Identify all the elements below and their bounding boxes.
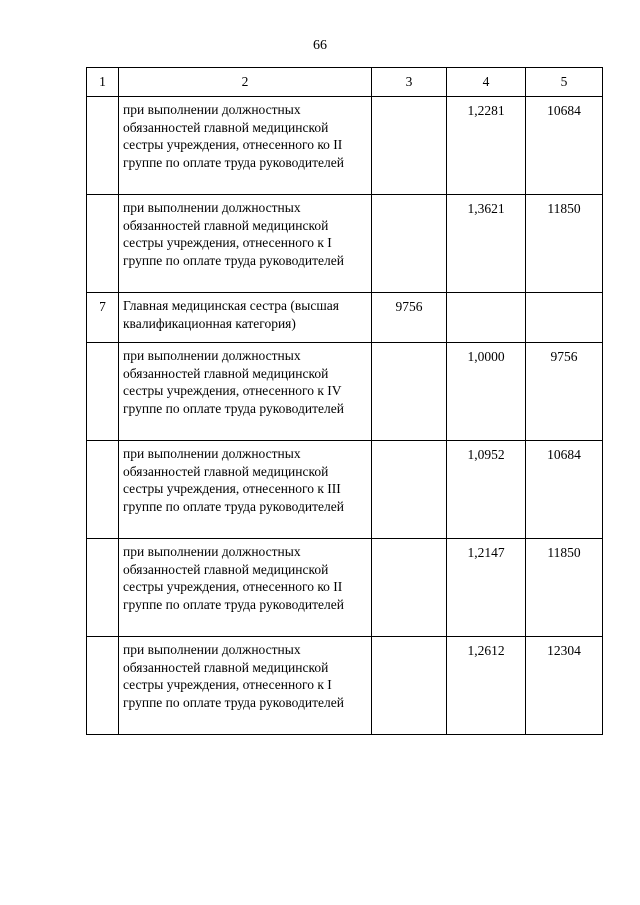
row-description: при выполнении должностных обязанностей главной медицинской сестры учреждения, отнесенного к I группе по оплате труда руководителей — [119, 637, 372, 735]
row-number — [87, 539, 119, 637]
row-number — [87, 637, 119, 735]
row-description: Главная медицинская сестра (высшая квалификационная категория) — [119, 293, 372, 343]
row-number: 7 — [87, 293, 119, 343]
row-coefficient: 1,2147 — [447, 539, 526, 637]
row-base-salary — [372, 637, 447, 735]
table-row — [87, 97, 603, 195]
table-row — [87, 441, 603, 539]
row-salary: 11850 — [526, 195, 603, 293]
table-row — [87, 637, 603, 735]
row-base-salary — [372, 97, 447, 195]
column-header-4: 4 — [447, 68, 526, 97]
row-description: при выполнении должностных обязанностей главной медицинской сестры учреждения, отнесенного к IV группе по оплате труда руководителей — [119, 343, 372, 441]
row-description: при выполнении должностных обязанностей главной медицинской сестры учреждения, отнесенного к III группе по оплате труда руководителей — [119, 441, 372, 539]
row-coefficient: 1,0000 — [447, 343, 526, 441]
row-coefficient — [447, 293, 526, 343]
row-base-salary — [372, 441, 447, 539]
page-number: 66 — [313, 38, 327, 53]
column-header-3: 3 — [372, 68, 447, 97]
column-header-5: 5 — [526, 68, 603, 97]
row-number — [87, 343, 119, 441]
row-salary — [526, 293, 603, 343]
table-row — [87, 343, 603, 441]
row-salary: 12304 — [526, 637, 603, 735]
table-row — [87, 195, 603, 293]
row-base-salary — [372, 539, 447, 637]
row-salary: 10684 — [526, 97, 603, 195]
row-coefficient: 1,2612 — [447, 637, 526, 735]
row-coefficient: 1,0952 — [447, 441, 526, 539]
column-header-2: 2 — [119, 68, 372, 97]
row-salary: 9756 — [526, 343, 603, 441]
table-row — [87, 293, 603, 343]
row-number — [87, 441, 119, 539]
row-description: при выполнении должностных обязанностей главной медицинской сестры учреждения, отнесенного ко II группе по оплате труда руководителей — [119, 97, 372, 195]
row-coefficient: 1,2281 — [447, 97, 526, 195]
row-description: при выполнении должностных обязанностей главной медицинской сестры учреждения, отнесенного ко II группе по оплате труда руководителей — [119, 539, 372, 637]
table-row — [87, 539, 603, 637]
row-number — [87, 195, 119, 293]
row-number — [87, 97, 119, 195]
row-salary: 11850 — [526, 539, 603, 637]
row-description: при выполнении должностных обязанностей главной медицинской сестры учреждения, отнесенного к I группе по оплате труда руководителей — [119, 195, 372, 293]
row-coefficient: 1,3621 — [447, 195, 526, 293]
row-base-salary — [372, 343, 447, 441]
table-header-row — [87, 68, 603, 97]
row-salary: 10684 — [526, 441, 603, 539]
row-base-salary: 9756 — [372, 293, 447, 343]
column-header-1: 1 — [87, 68, 119, 97]
row-base-salary — [372, 195, 447, 293]
salary-table — [86, 67, 603, 735]
